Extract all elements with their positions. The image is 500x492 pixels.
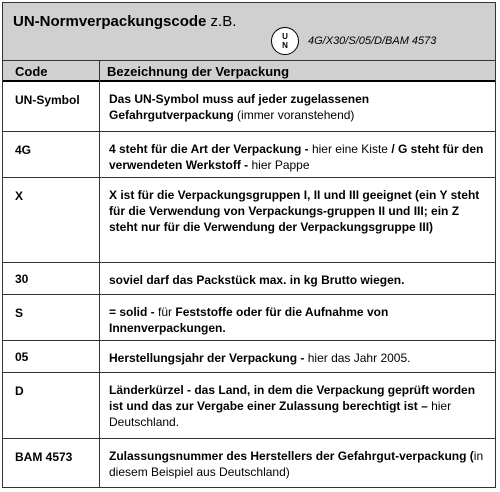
un-code-table (2, 2, 496, 488)
desc-bold: soviel darf das Packstück max. in kg Brutto wiegen. (109, 273, 405, 287)
row-code: 4G (15, 143, 32, 157)
desc-bold: X ist für die Verpackungsgruppen I, II und III geeignet (ein Y steht für die Verwendung von Verpackungs-gruppen II und III; ein Z steht nur für die Verwendung der Verpackungsgruppe III) (109, 188, 480, 234)
desc-bold: Das UN-Symbol muss auf jeder zugelassenen Gefahrgutverpackung (109, 92, 370, 122)
row-description (109, 272, 487, 288)
row-description (109, 448, 487, 480)
desc-bold: Länderkürzel - das Land, in dem die Verpackung geprüft worden ist und das zur Vergabe einer Zulassung berechtigt ist – (109, 383, 476, 413)
example-code: 4G/X30/S/05/D/BAM 4573 (308, 35, 437, 47)
table-row (3, 82, 495, 132)
table-row (3, 178, 495, 263)
desc-bold: Herstellungsjahr der Verpackung - (109, 351, 308, 365)
table-row (3, 295, 495, 341)
row-code: 05 (15, 350, 29, 364)
desc-bold: Zulassungsnummer des Herstellers der Gefahrgut-verpackung ( (109, 449, 474, 463)
table-row (3, 132, 495, 178)
row-description (109, 141, 487, 173)
desc-normal: in diesem Beispiel aus Deutschland) (109, 449, 484, 479)
header-code: Code (15, 64, 48, 79)
un-symbol-icon (270, 27, 302, 57)
row-code: UN-Symbol (15, 93, 80, 107)
row-description (109, 350, 487, 366)
desc-normal: (immer voranstehend) (237, 108, 355, 122)
header-description: Bezeichnung der Verpackung (107, 64, 290, 79)
title-example-label: z.B. (206, 13, 237, 30)
row-description (109, 382, 487, 430)
row-description (109, 187, 487, 235)
title-bar (3, 3, 495, 61)
desc-bold: 4 steht für die Art der Verpackung - (109, 142, 312, 156)
desc-bold: = solid - (109, 305, 159, 319)
row-description (109, 304, 487, 336)
desc-normal: hier das Jahr 2005. (307, 351, 411, 365)
row-code: X (15, 189, 24, 203)
row-code: D (15, 384, 24, 398)
title-main: UN-Normverpackungscode (13, 13, 207, 30)
row-code: BAM 4573 (15, 450, 73, 464)
row-code: S (15, 306, 24, 320)
table-row (3, 341, 495, 373)
table-row (3, 263, 495, 295)
table-title (13, 13, 236, 30)
desc-normal: für (158, 305, 173, 319)
un-letter-u: U (282, 32, 288, 41)
desc-normal: hier Deutschland. (109, 399, 452, 429)
table-row (3, 373, 495, 439)
table-row (3, 439, 495, 487)
table-header (3, 61, 495, 82)
row-description (109, 91, 487, 123)
desc-normal: hier eine Kiste (311, 142, 388, 156)
un-letter-n: N (282, 41, 288, 50)
desc-normal: hier Pappe (251, 158, 310, 172)
row-code: 30 (15, 272, 29, 286)
desc-bold: Feststoffe oder für die Aufnahme von Innenverpackungen. (109, 305, 389, 335)
desc-bold: / G steht für den verwendeten Werkstoff - (109, 142, 484, 172)
